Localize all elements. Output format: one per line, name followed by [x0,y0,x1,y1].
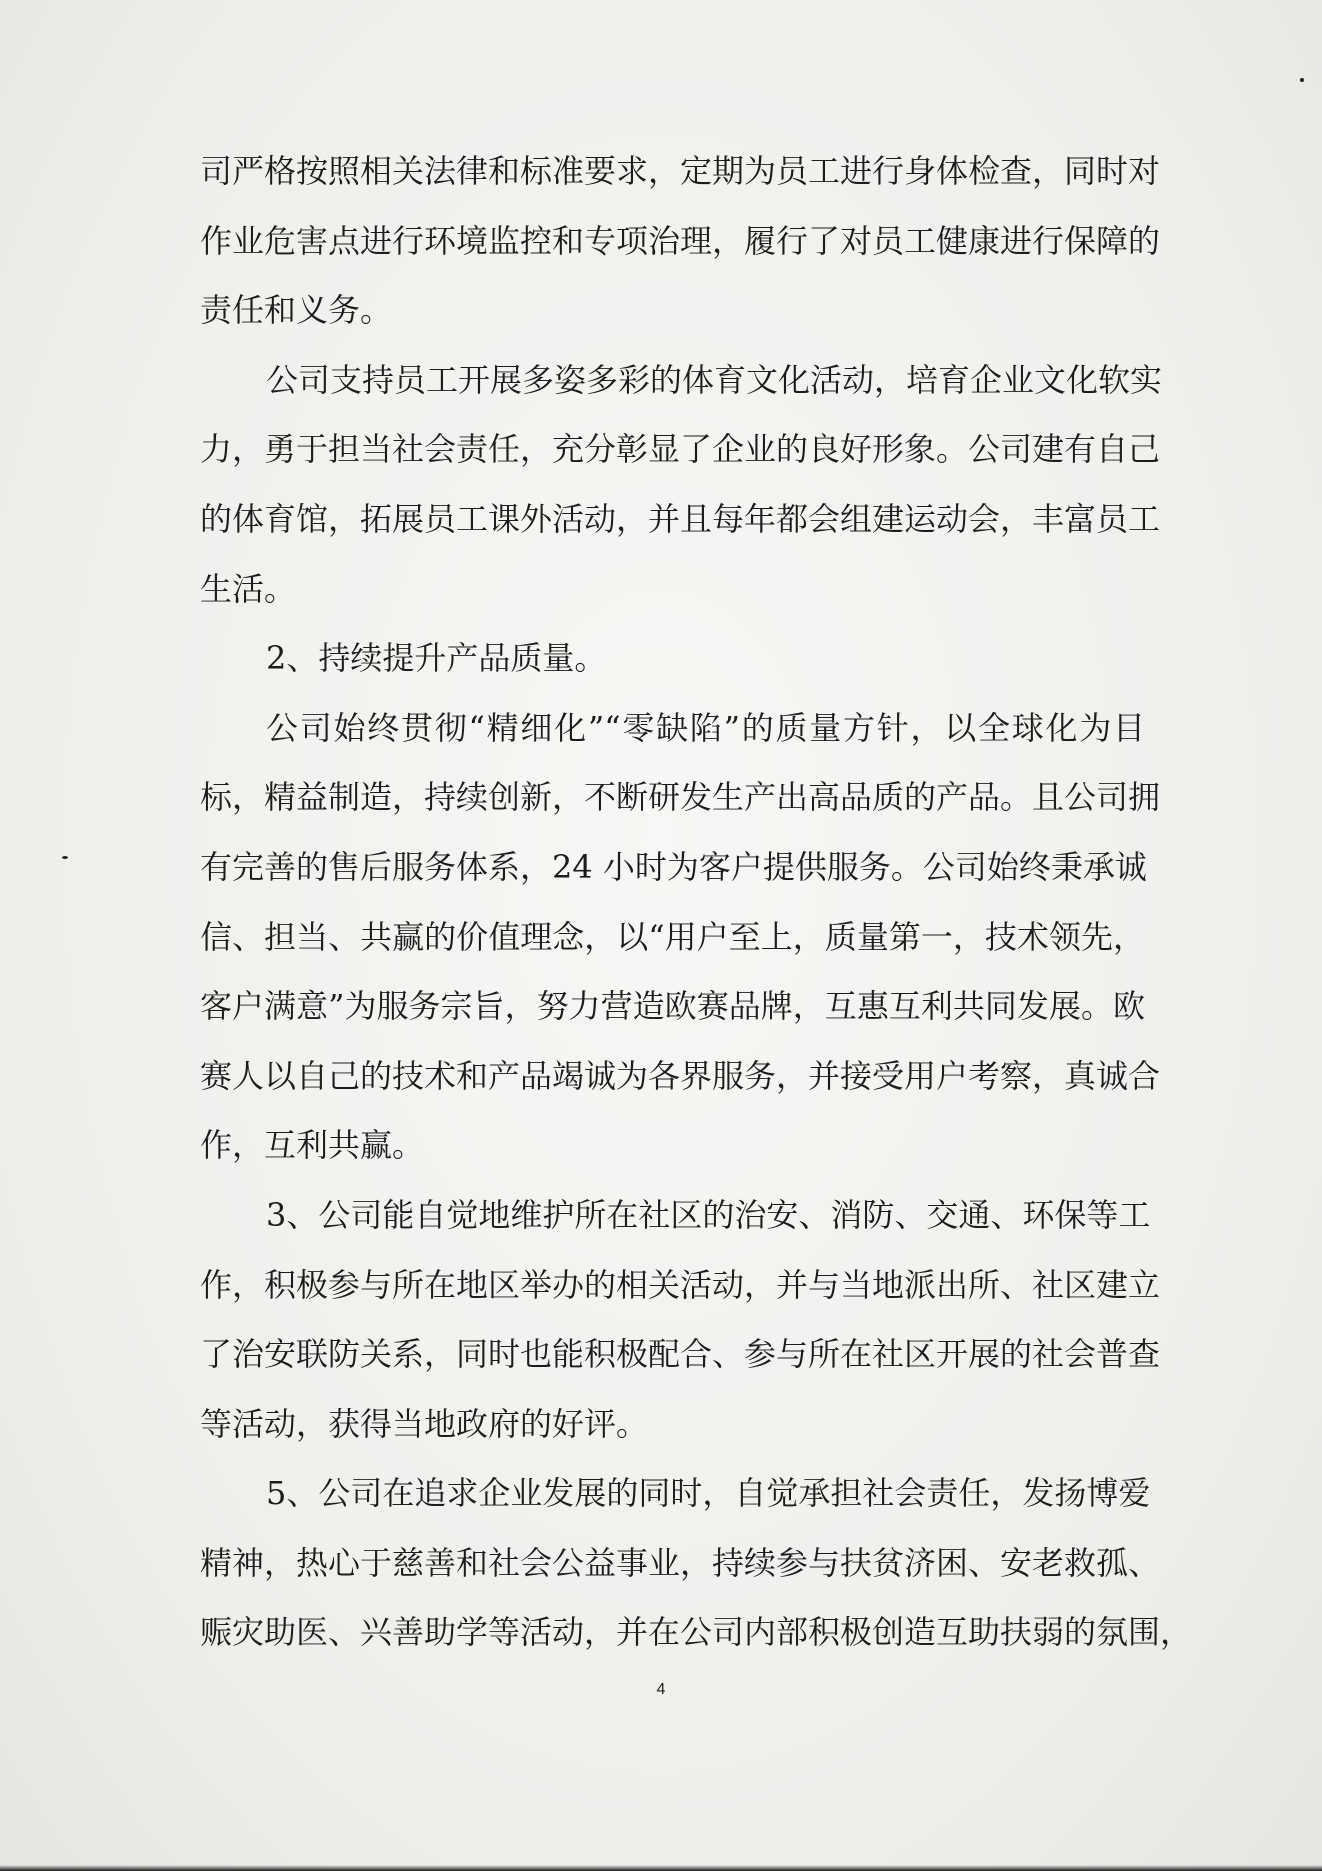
text-line: 作，互利共赢。 [200,1126,425,1165]
paragraph-sports-culture [200,346,1163,624]
paragraph-quality-policy [200,694,1161,1181]
text-line: 5、公司在追求企业发展的同时，自觉承担社会责任，发扬博爱 [266,1474,1151,1513]
text-line: 作业危害点进行环境监控和专项治理，履行了对员工健康进行保障的 [200,221,1161,260]
text-line: 生活。 [200,569,297,608]
page-number: 4 [656,1681,666,1698]
text-line: 等活动，获得当地政府的好评。 [200,1404,649,1443]
text-line: 责任和义务。 [200,291,393,330]
text-line: 有完善的售后服务体系，24 小时为客户提供服务。公司始终秉承诚 [200,847,1147,886]
text-line: 作，积极参与所在地区举办的相关活动，并与当地派出所、社区建立 [200,1265,1161,1304]
text-line: 标，精益制造，持续创新，不断研发生产出高品质的产品。且公司拥 [200,778,1161,817]
scan-bottom-edge [0,1865,1322,1871]
body-text [200,137,1193,1668]
text-line: 公司始终贯彻“精细化”“零缺陷”的质量方针，以全球化为目 [266,708,1145,747]
scan-speck [62,856,68,859]
text-line: 赛人以自己的技术和产品竭诚为各界服务，并接受用户考察，真诚合 [200,1056,1161,1095]
text-line: 客户满意”为服务宗旨，努力营造欧赛品牌，互惠互利共同发展。欧 [200,987,1145,1026]
text-line: 精神，热心于慈善和社会公益事业，持续参与扶贫济困、安老救孤、 [200,1543,1161,1582]
text-line: 3、公司能自觉地维护所在社区的治安、消防、交通、环保等工 [266,1195,1151,1234]
text-line: 的体育馆，拓展员工课外活动，并且每年都会组建运动会，丰富员工 [200,499,1161,538]
paragraph-social-responsibility [200,1459,1193,1668]
text-line: 信、担当、共赢的价值理念，以“用户至上，质量第一，技术领先， [200,917,1145,956]
section-heading: 2、持续提升产品质量。 [266,639,607,678]
paragraph-community [200,1181,1161,1459]
text-line: 赈灾助医、兴善助学等活动，并在公司内部积极创造互助扶弱的氛围， [200,1613,1193,1652]
text-line: 司严格按照相关法律和标准要求，定期为员工进行身体检查，同时对 [200,152,1161,190]
scan-speck [1300,78,1304,82]
text-line: 力，勇于担当社会责任，充分彰显了企业的良好形象。公司建有自己 [200,430,1161,469]
text-line: 了治安联防关系，同时也能积极配合、参与所在社区开展的社会普查 [200,1335,1161,1374]
section-heading-product-quality [200,624,1145,694]
paragraph-health-continuation [200,137,1161,346]
text-line: 公司支持员工开展多姿多彩的体育文化活动，培育企业文化软实 [266,360,1163,399]
